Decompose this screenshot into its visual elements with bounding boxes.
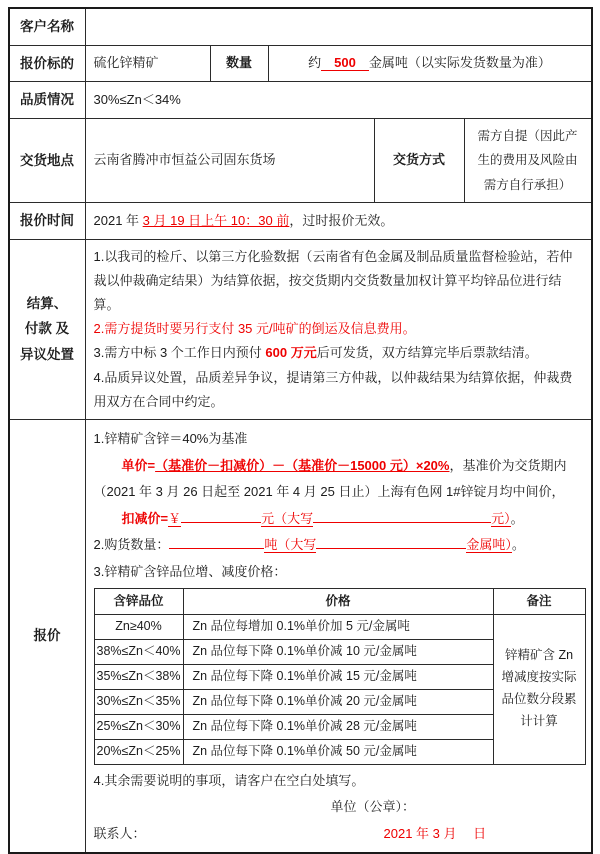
deduction-unit-close: 元） — [491, 510, 511, 526]
grade-cell: Zn≥40% — [94, 614, 183, 639]
price-column-header: 价格 — [183, 588, 493, 614]
subject-label: 报价标的 — [20, 55, 74, 71]
row-customer — [10, 9, 591, 45]
row-delivery — [10, 118, 591, 202]
settlement-label-line2: 付款 及 — [24, 321, 70, 337]
purchase-quantity-words-blank[interactable] — [316, 534, 466, 549]
prepayment-amount: 600 万元 — [265, 345, 317, 361]
quantity-value-line — [268, 46, 591, 82]
remark-column-header: 备注 — [493, 588, 585, 614]
grade-cell: 38%≤Zn＜40% — [94, 639, 183, 664]
quality-label: 品质情况 — [20, 92, 74, 108]
company-seal-label: 单位（公章）： — [330, 799, 416, 815]
settlement-item-3-prefix: 3.需方中标 3 个工作日内预付 — [93, 345, 266, 361]
table-header-row — [94, 588, 585, 614]
quote-body — [85, 420, 594, 852]
quantity-text — [277, 52, 583, 74]
unit-price-formula — [94, 453, 586, 506]
quantity-prefix: 约 — [308, 55, 322, 71]
deduction-period: 。 — [510, 510, 524, 526]
grade-column-header: 含锌品位 — [94, 588, 183, 614]
formula-expression: （基准价－扣减价）－（基准价－15000 元）×20% — [155, 457, 450, 473]
grade-cell: 25%≤Zn＜30% — [94, 714, 183, 739]
deduction-currency: ￥ — [168, 510, 182, 526]
quote-item-4: 4.其余需要说明的事项，请客户在空白处填写。 — [93, 772, 365, 788]
settlement-label — [10, 240, 85, 419]
row-subject — [10, 45, 591, 82]
formula-label: 单价= — [121, 457, 156, 473]
grade-cell: 30%≤Zn＜35% — [94, 689, 183, 714]
customer-name-field[interactable] — [85, 9, 591, 45]
settlement-item-1: 1.以我司的检斤、以第三方化验数据（云南省有色金属及制品质量监督检验站，若仲裁以仲裁确定结果）为结算依据，按交货期内交货数量加权计算平均锌品位进行结算。 — [93, 248, 573, 313]
row-quality — [10, 81, 591, 118]
quality-value: 30%≤Zn＜34% — [85, 82, 591, 118]
purchase-quantity-label: 2.购货数量： — [93, 537, 170, 553]
footer-line — [94, 821, 586, 848]
deduction-price-line — [94, 506, 586, 533]
purchase-quantity-blank[interactable] — [169, 534, 264, 549]
quote-time-prefix: 2021 年 — [93, 212, 143, 228]
price-cell: Zn 品位每下降 0.1%单价减 28 元/金属吨 — [183, 714, 493, 739]
quote-time-value — [85, 203, 591, 239]
formula-tail: ，基准价为交货期内（2021 年 3 月 26 日起至 2021 年 4 月 25 日止）上海有色网 1#锌锭月均中间价， — [93, 457, 567, 500]
settlement-item-3 — [94, 341, 583, 365]
settlement-label-line1: 结算、 — [26, 295, 68, 311]
purchase-quantity-unit-close: 金属吨） — [466, 537, 512, 553]
row-settlement — [10, 239, 591, 419]
quote-time-text — [94, 210, 583, 232]
quantity-suffix: 金属吨（以实际发货数量为准） — [368, 55, 551, 71]
price-cell: Zn 品位每下降 0.1%单价减 20 元/金属吨 — [183, 689, 493, 714]
quote-time-suffix: ，过时报价无效。 — [289, 212, 394, 228]
deduction-amount-words-blank[interactable] — [313, 508, 491, 523]
grade-price-table — [94, 588, 586, 765]
price-cell: Zn 品位每增加 0.1%单价加 5 元/金属吨 — [183, 614, 493, 639]
quote-time-label: 报价时间 — [20, 213, 74, 229]
quantity-number-blank[interactable]: 500 — [321, 55, 369, 71]
quote-item-3: 3.锌精矿含锌品位增、减度价格： — [93, 564, 287, 580]
table-row — [94, 614, 585, 639]
settlement-body — [85, 240, 591, 419]
purchase-quantity-period: 。 — [511, 537, 525, 553]
settlement-item-2: 2.需方提货时要另行支付 35 元/吨矿的倒运及信息费用。 — [93, 321, 416, 337]
price-cell: Zn 品位每下降 0.1%单价减 50 元/金属吨 — [183, 739, 493, 764]
delivery-method-label: 交货方式 — [374, 119, 464, 202]
quote-label: 报价 — [33, 627, 61, 643]
grade-cell: 20%≤Zn＜25% — [94, 739, 183, 764]
grade-cell: 35%≤Zn＜38% — [94, 664, 183, 689]
row-quote-time — [10, 202, 591, 239]
settlement-item-4: 4.品质异议处置，品质差异争议，提请第三方仲裁，以仲裁结果为结算依据，仲裁费用双方在合同中约定。 — [93, 369, 573, 409]
delivery-place-label: 交货地点 — [20, 152, 74, 168]
product-name: 硫化锌精矿 — [85, 46, 210, 82]
customer-name-label: 客户名称 — [20, 19, 74, 34]
purchase-quantity-unit: 吨（大写 — [264, 537, 317, 553]
deduction-label: 扣减价= — [121, 510, 169, 526]
quote-date: 2021 年 3 月 日 — [383, 826, 487, 842]
deduction-amount-blank[interactable] — [181, 508, 261, 523]
contact-label: 联系人： — [93, 826, 146, 842]
price-cell: Zn 品位每下降 0.1%单价减 15 元/金属吨 — [183, 664, 493, 689]
row-quote — [10, 419, 591, 852]
delivery-place-value: 云南省腾冲市恒益公司固东货场 — [85, 119, 374, 202]
price-cell: Zn 品位每下降 0.1%单价减 10 元/金属吨 — [183, 639, 493, 664]
settlement-item-3-suffix: 后可发货，双方结算完毕后票款结清。 — [316, 345, 538, 361]
deduction-unit-text: 元（大写 — [261, 510, 314, 526]
delivery-method-value: 需方自提（因此产生的费用及风险由需方自行承担） — [464, 119, 591, 202]
quantity-label: 数量 — [210, 46, 268, 82]
purchase-quantity-line — [94, 532, 586, 559]
remark-cell: 锌精矿含 Zn 增减度按实际品位数分段累计计算 — [493, 614, 585, 764]
quote-item-1: 1.锌精矿含锌＝40%为基准 — [93, 430, 248, 446]
quotation-form — [8, 7, 593, 854]
settlement-label-line3: 异议处置 — [20, 347, 74, 363]
quote-time-deadline: 3 月 19 日上午 10：30 前 — [142, 212, 290, 228]
